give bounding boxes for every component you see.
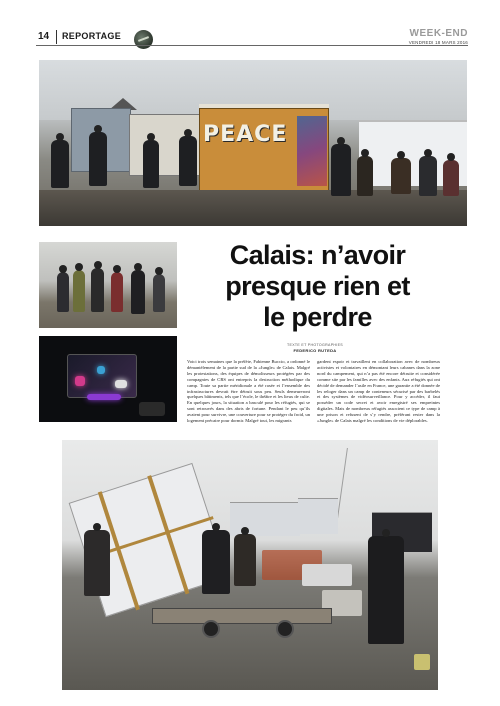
newspaper-logo-icon (134, 30, 153, 49)
photo-police-figure (89, 132, 107, 186)
headline-line: presque rien et (225, 271, 410, 301)
article-body-column-1: Voici trois semaines que la préfète, Fabienne Buccio, a ordonné le démantèlement de la partie sud de la «Jungle» de Calais. Malgré les protestations, des équipes de démolisseurs protégées par des compagnies de CRS ont entrepris la destruction méthodique du camp. Toute sa partie méridionale a été rasée et l’ensemble des infrastructures devrait être détruit sous peu. Seuls demeureront quelques bâtiments, tels que l’école, le théâtre et les lieux de culte. En quelques jours, la situation a basculé pour les réfugiés, qui se sont retrouvés dans des abris de fortune. Pendant le peu qu’ils avaient pour survivre, une couverture pour se protéger du froid, un logement précaire pour dormir. Malgré tout, les migrants (187, 359, 310, 424)
photo-person-figure (111, 272, 123, 312)
photo-person-figure (202, 530, 230, 594)
credit-name: FEDERICO RUTEDA (293, 348, 337, 353)
photo-police-figure (179, 136, 197, 186)
photo-demolition (62, 440, 438, 690)
photo-light (115, 380, 127, 388)
photo-light (87, 394, 121, 400)
photo-person-figure (153, 274, 165, 312)
photo-jerrycan (414, 654, 430, 670)
headline-line: le perdre (263, 302, 372, 332)
photo-wheel (202, 620, 220, 638)
edition-date: VENDREDI 18 MARS 2016 (408, 40, 468, 45)
photo-person-figure (368, 536, 404, 644)
photo-person-figure (391, 158, 411, 194)
header-rule (36, 45, 468, 46)
credit-label: TEXTE ET PHOTOGRAPHIES (287, 343, 343, 347)
header-divider (56, 30, 57, 44)
photo-person-figure (84, 530, 110, 596)
page-header (36, 28, 468, 50)
photo-police-camp (39, 60, 467, 226)
photo-debris (302, 564, 352, 586)
photo-debris (139, 402, 165, 416)
photo-person-figure (131, 270, 145, 314)
photo-trailer (152, 608, 332, 624)
photo-tree (337, 448, 407, 518)
page-number: 14 (38, 31, 50, 42)
photo-police-figure (143, 140, 159, 188)
photo-police-figure (51, 140, 69, 188)
photo-person-figure (57, 272, 69, 312)
edition-label: WEEK-END (409, 28, 468, 39)
photo-graffiti: PEACE (203, 122, 288, 147)
photo-person-figure (331, 144, 351, 196)
photo-person-figure (234, 534, 256, 586)
article-headline (205, 240, 430, 333)
section-title: REPORTAGE (62, 31, 122, 41)
photo-person-figure (73, 270, 85, 312)
photo-person-figure (443, 160, 459, 196)
photo-wheel (276, 620, 294, 638)
photo-light (97, 366, 105, 374)
photo-graffiti-mural (297, 116, 327, 186)
photo-night-lights (39, 336, 177, 422)
photo-person-figure (419, 156, 437, 196)
article-body-column-2: gardent espoir et travaillent en collaboration avec de nombreux activistes et volontaires en démontant leurs cabanes dans la zone nord du campement, qui n’a pas été encore détruite et considérée comme site par les familles avec des enfants. Aux réfugiés qui ont décidé de demander l’asile en France, une garantie a été donnée de les reloger dans un camp de conteneurs sécurisé par des barbelés et des systèmes de vidéosurveillance. Pour y accéder, il faut posséder un code secret et avoir enregistré ses empreintes digitales. Mais de nombreux réfugiés associent ce type de camp à une prison et refusent de s’y rendre, préférant rester dans la «Jungle» de Calais malgré les conditions de vie déplorables. (317, 359, 440, 424)
photo-migrants-walking (39, 242, 177, 328)
photo-person-figure (357, 156, 373, 196)
photo-ground (39, 190, 467, 226)
headline-line: Calais: n’avoir (229, 240, 406, 270)
photo-person-figure (91, 268, 104, 312)
photo-tent (298, 498, 338, 534)
photo-light (75, 376, 85, 386)
